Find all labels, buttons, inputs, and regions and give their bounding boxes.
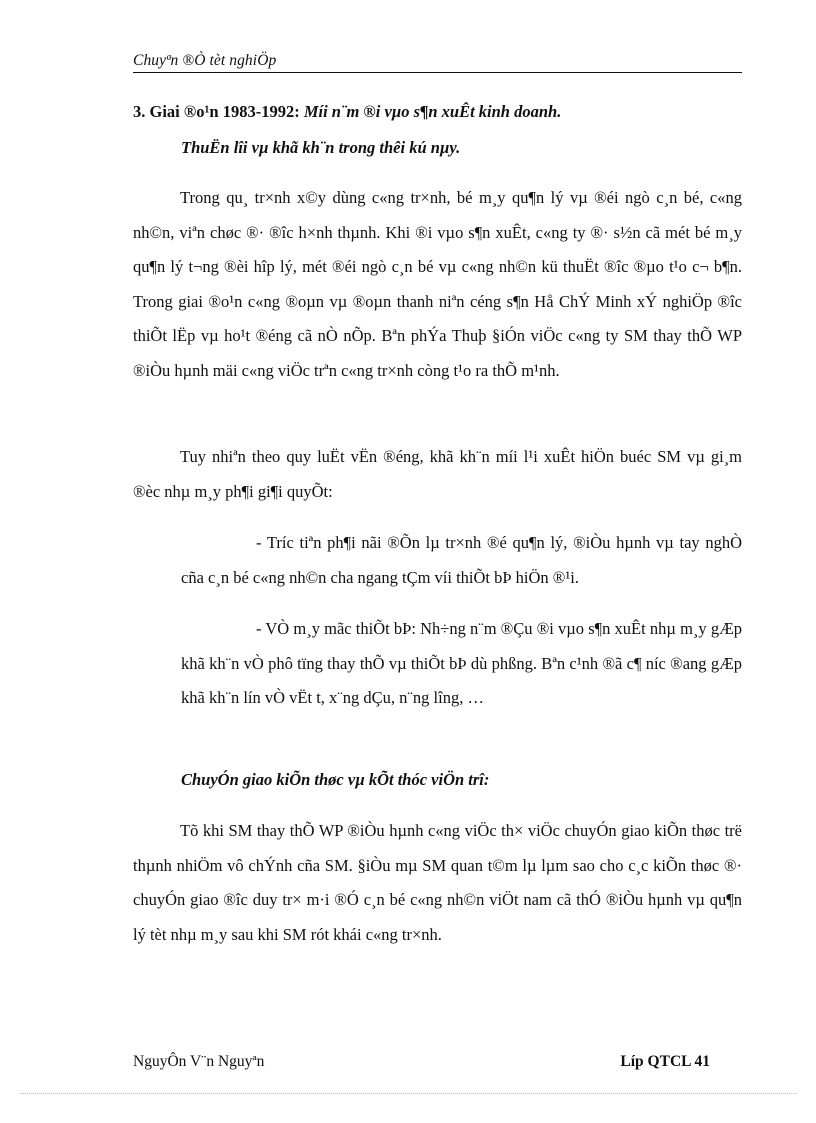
paragraph-3: Tõ khi SM thay thÕ WP ®iÒu hµnh c«ng viÖc th× viÖc chuyÓn giao kiÕn thøc trë thµnh nhiÖm vô chÝnh cña SM. §iÒu mµ SM quan t©m lµ lµm sao cho c¸c kiÕn thøc ®· chuyÓn giao ®îc duy tr× m·i ®Ó c¸n bé c«ng nh©n viÖt nam cã thÓ ®iÒu hµnh vµ qu¶n lý tèt nhµ m¸y sau khi SM rót khái c«ng tr×nh. bbox=[133, 821, 742, 944]
bullet-text: Tríc tiªn ph¶i nãi ®Õn lµ tr×nh ®é qu¶n lý, ®iÒu hµnh vµ tay nghÒ cña c¸n bé c«ng nh©n cha ngang tÇm víi thiÕt bÞ hiÖn ®¹i. bbox=[181, 533, 742, 587]
page-bottom-divider bbox=[20, 1093, 796, 1094]
section-subheading: ThuËn lîi vµ khã kh¨n trong thêi kú nµy. bbox=[181, 138, 461, 157]
section-heading-title: Míi n¨m ®i vµo s¶n xuÊt kinh doanh. bbox=[303, 102, 562, 121]
paragraph-2: Tuy nhiªn theo quy luËt vËn ®éng, khã kh¨n míi l¹i xuÊt hiÖn buéc SM vµ gi¸m ®èc nhµ m¸y ph¶i gi¶i quyÕt: bbox=[133, 447, 742, 501]
bullet-marker: - bbox=[256, 619, 262, 638]
bullet-item-2 bbox=[181, 612, 742, 716]
running-header-title: Chuyªn ®Ò tèt nghiÖp bbox=[133, 52, 277, 69]
footer-author: NguyÔn V¨n Nguyªn bbox=[133, 1053, 265, 1070]
bullet-item-1 bbox=[181, 526, 742, 595]
header-rule bbox=[133, 72, 742, 73]
bullet-marker: - bbox=[256, 533, 262, 552]
bullet-text: VÒ m¸y mãc thiÕt bÞ: Nh÷ng n¨m ®Çu ®i vµo s¶n xuÊt nhµ m¸y gÆp khã kh¨n vÒ phô tïng thay thÕ vµ thiÕt bÞ dù phßng. Bªn c¹nh ®ã c¶ níc ®ang gÆp khã kh¨n lín vÒ vËt t, x¨ng dÇu, n¨ng lîng, … bbox=[181, 619, 742, 707]
section-heading bbox=[133, 102, 561, 122]
section-heading-number: 3. Giai ®o¹n 1983-1992: bbox=[133, 102, 304, 121]
paragraph-1: Trong qu¸ tr×nh x©y dùng c«ng tr×nh, bé m¸y qu¶n lý vµ ®éi ngò c¸n bé, c«ng nh©n, viªn chøc ®· ®îc h×nh thµnh. Khi ®i vµo s¶n xuÊt, c«ng ty ®· s½n cã mét bé m¸y qu¶n lý t¬ng ®èi hîp lý, mét ®éi ngò c¸n bé vµ c«ng nh©n kü thuËt ®îc ®µo t¹o c¬ b¶n. Trong giai ®o¹n c«ng ®oµn vµ ®oµn thanh niªn céng s¶n Hå ChÝ Minh xÝ nghiÖp ®îc thiÕt lËp vµ ho¹t ®éng cã nÒ nÕp. Bªn phÝa Thuþ §iÓn viÖc c«ng ty SM thay thÕ WP ®iÒu hµnh mäi c«ng viÖc trªn c«ng tr×nh còng t¹o ra thÕ m¹nh. bbox=[133, 188, 742, 380]
footer-class: Líp QTCL 41 bbox=[620, 1053, 710, 1070]
subsection-heading: ChuyÓn giao kiÕn thøc vµ kÕt thóc viÖn trî: bbox=[181, 770, 490, 789]
